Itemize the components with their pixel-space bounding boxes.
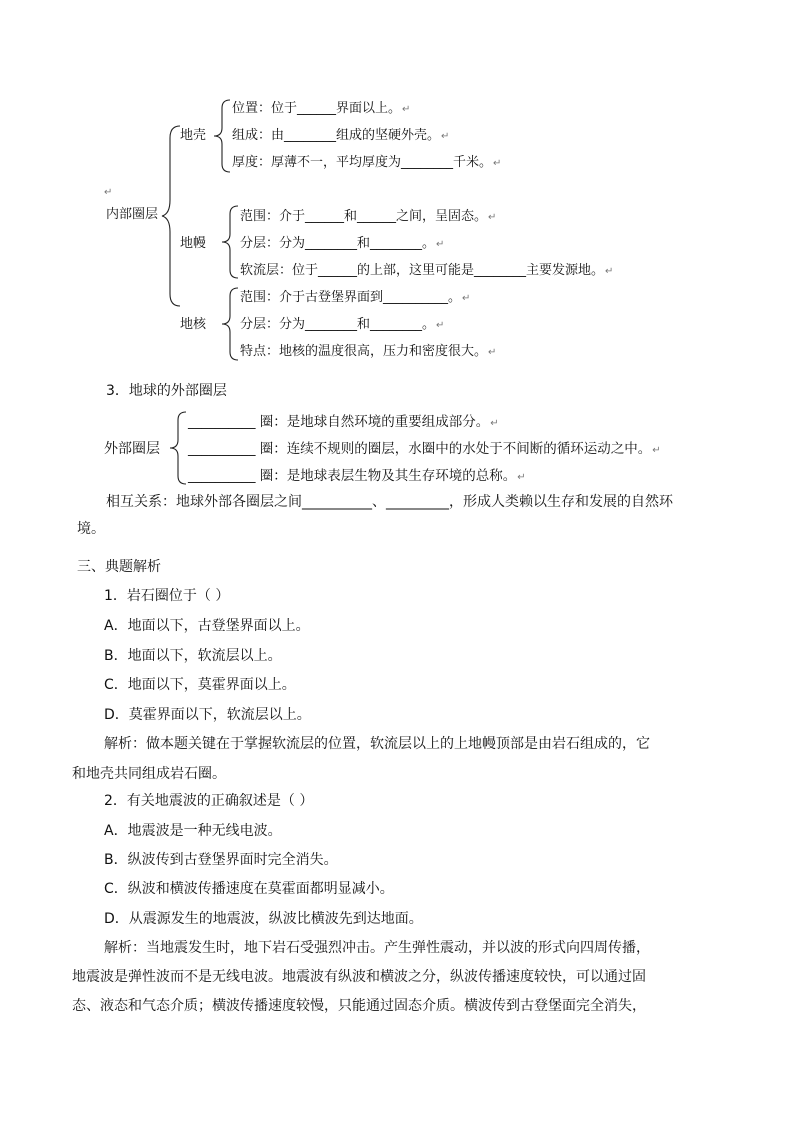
q2-option-a: A．地震波是一种无线电波。	[104, 823, 282, 839]
core-feature-line: 特点：地核的温度很高，压力和密度很大。↵	[240, 344, 497, 359]
inner-big-brace	[162, 126, 182, 306]
q2-option-c: C．纵波和横波传播速度在莫霍面都明显减小。	[104, 881, 394, 897]
q2-option-d: D．从震源发生的地震波，纵波比横波先到达地面。	[104, 911, 423, 927]
q2-analysis-line-2: 地震波是弹性波而不是无线电波。地震波有纵波和横波之分，纵波传播速度较快，可以通过固	[72, 969, 646, 985]
mantle-layers-line: 分层：分为________和________。↵	[240, 236, 445, 251]
core-brace	[222, 288, 240, 360]
q2-analysis-line-1: 解析：当地震发生时，地下岩石受强烈冲击。产生弹性震动，并以波的形式向四周传播，	[104, 940, 650, 956]
q2-stem: 2．有关地震波的正确叙述是（ ）	[104, 793, 314, 809]
q2-analysis-line-3: 态、液态和气态介质；横波传播速度较慢，只能通过固态介质。横波传到古登堡面完全消失，	[72, 998, 646, 1014]
inner-layers-label: 内部圈层	[106, 207, 159, 222]
stray-paragraph-mark: ↵	[104, 187, 113, 198]
q1-option-a: A．地面以下，古登堡界面以上。	[104, 618, 310, 634]
section3-heading: 三、典题解析	[77, 559, 161, 575]
crust-brace	[214, 100, 232, 172]
q1-analysis-line-2: 和地壳共同组成岩石圈。	[72, 766, 226, 782]
relation-line-2: 境。	[77, 521, 105, 537]
crust-label: 地壳	[180, 128, 207, 143]
mantle-brace	[222, 206, 240, 278]
q1-option-b: B．地面以下，软流层以上。	[104, 648, 282, 664]
outer-layer-line-3: __________ 圈：是地球表层生物及其生存环境的总称。↵	[188, 468, 526, 484]
crust-position-line: 位置：位于______界面以上。↵	[232, 101, 411, 116]
q1-option-c: C．地面以下，莫霍界面以上。	[104, 677, 296, 693]
outer-layer-line-1: __________ 圈：是地球自然环境的重要组成部分。↵	[188, 414, 499, 430]
relation-line-1: 相互关系：地球外部各圈层之间__________、_________，形成人类赖以生存和发展的自然环	[106, 494, 673, 510]
core-range-line: 范围：介于古登堡界面到__________。↵	[240, 290, 471, 305]
q2-option-b: B．纵波传到古登堡界面时完全消失。	[104, 852, 338, 868]
core-layers-line: 分层：分为________和________。↵	[240, 317, 445, 332]
crust-thickness-line: 厚度：厚薄不一，平均厚度为________千米。↵	[232, 155, 502, 170]
q1-analysis-line-1: 解析：做本题关键在于掌握软流层的位置，软流层以上的上地幔顶部是由岩石组成的，它	[104, 736, 650, 752]
mantle-range-line: 范围：介于______和______之间，呈固态。↵	[240, 209, 497, 224]
q1-option-d: D．莫霍界面以下，软流层以上。	[104, 707, 311, 723]
asthenosphere-line: 软流层：位于______的上部，这里可能是________主要发源地。↵	[240, 263, 614, 278]
outer-section-heading: 3．地球的外部圈层	[106, 383, 227, 399]
outer-brace	[170, 412, 188, 484]
outer-layer-line-2: __________ 圈：连续不规则的圈层，水圈中的水处于不间断的循环运动之中。↵	[188, 441, 661, 457]
mantle-label: 地幔	[180, 236, 207, 251]
outer-layers-label: 外部圈层	[104, 441, 160, 457]
crust-composition-line: 组成：由________组成的坚硬外壳。↵	[232, 128, 450, 143]
q1-stem: 1．岩石圈位于（ ）	[104, 588, 230, 604]
core-label: 地核	[180, 317, 207, 332]
